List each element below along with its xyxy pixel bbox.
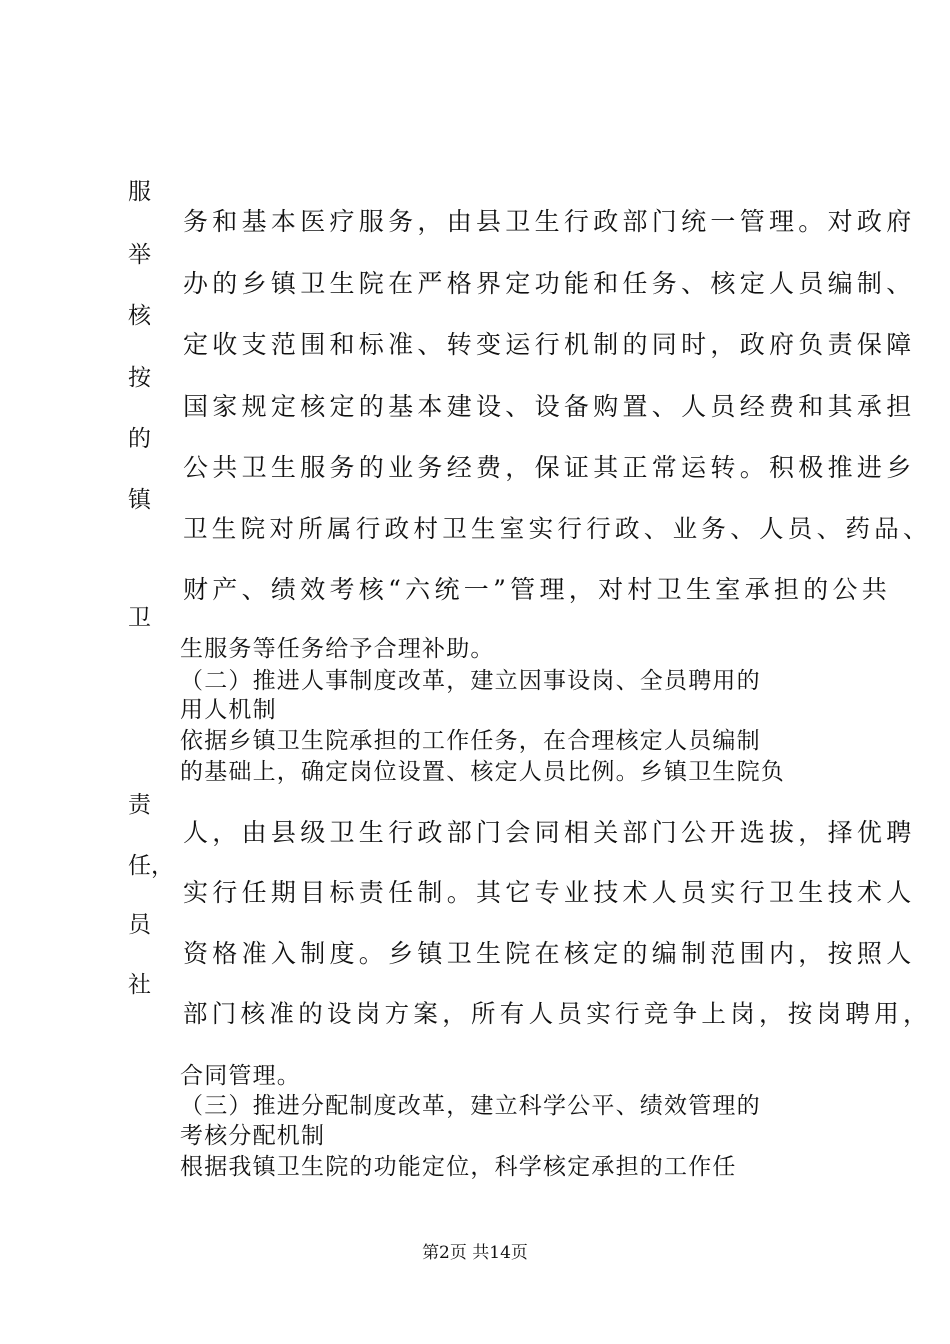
section-heading: 考核分配机制	[180, 1123, 326, 1149]
margin-char: 服	[128, 179, 151, 205]
text-line: 合同管理。	[180, 1063, 301, 1089]
text-line: 根据我镇卫生院的功能定位，科学核定承担的工作任	[180, 1154, 737, 1180]
section-heading: 用人机制	[180, 697, 277, 723]
text-line: 的基础上，确定岗位设置、核定人员比例。乡镇卫生院负	[180, 759, 785, 785]
margin-char: 核	[128, 303, 151, 329]
margin-char: 按	[128, 365, 151, 391]
text-line: 生服务等任务给予合理补助。	[180, 636, 495, 662]
margin-char: 卫	[128, 605, 151, 631]
text-line: 人，由县级卫生行政部门会同相关部门公开选拔，择优聘	[183, 818, 916, 847]
margin-char: 举	[128, 242, 151, 268]
text-line: 资格准入制度。乡镇卫生院在核定的编制范围内，按照人	[183, 939, 916, 968]
margin-char: 社	[128, 972, 151, 998]
page-number: 第2页 共14页	[422, 1243, 528, 1263]
text-line: 依据乡镇卫生院承担的工作任务，在合理核定人员编制	[180, 728, 761, 754]
margin-char: 的	[128, 426, 151, 452]
text-line: 务和基本医疗服务，由县卫生行政部门统一管理。对政府	[183, 207, 916, 236]
margin-char: 任，	[128, 853, 174, 879]
section-heading: （三）推进分配制度改革，建立科学公平、绩效管理的	[180, 1093, 761, 1119]
section-heading: （二）推进人事制度改革，建立因事设岗、全员聘用的	[180, 668, 761, 694]
text-line: 定收支范围和标准、转变运行机制的同时，政府负责保障	[183, 330, 916, 359]
text-line: 实行任期目标责任制。其它专业技术人员实行卫生技术人	[183, 878, 916, 907]
text-line: 财产、绩效考核“六统一”管理，对村卫生室承担的公共	[183, 575, 892, 604]
text-line: 国家规定核定的基本建设、设备购置、人员经费和其承担	[183, 392, 916, 421]
margin-char: 员	[128, 912, 151, 938]
text-line: 办的乡镇卫生院在严格界定功能和任务、核定人员编制、	[183, 269, 916, 298]
text-line: 公共卫生服务的业务经费，保证其正常运转。积极推进乡	[183, 453, 916, 482]
margin-char: 责	[128, 792, 151, 818]
margin-char: 镇	[128, 487, 151, 513]
text-line: 部门核准的设岗方案，所有人员实行竞争上岗，按岗聘用，	[183, 999, 932, 1028]
text-line: 卫生院对所属行政村卫生室实行行政、业务、人员、药品、	[183, 514, 932, 543]
